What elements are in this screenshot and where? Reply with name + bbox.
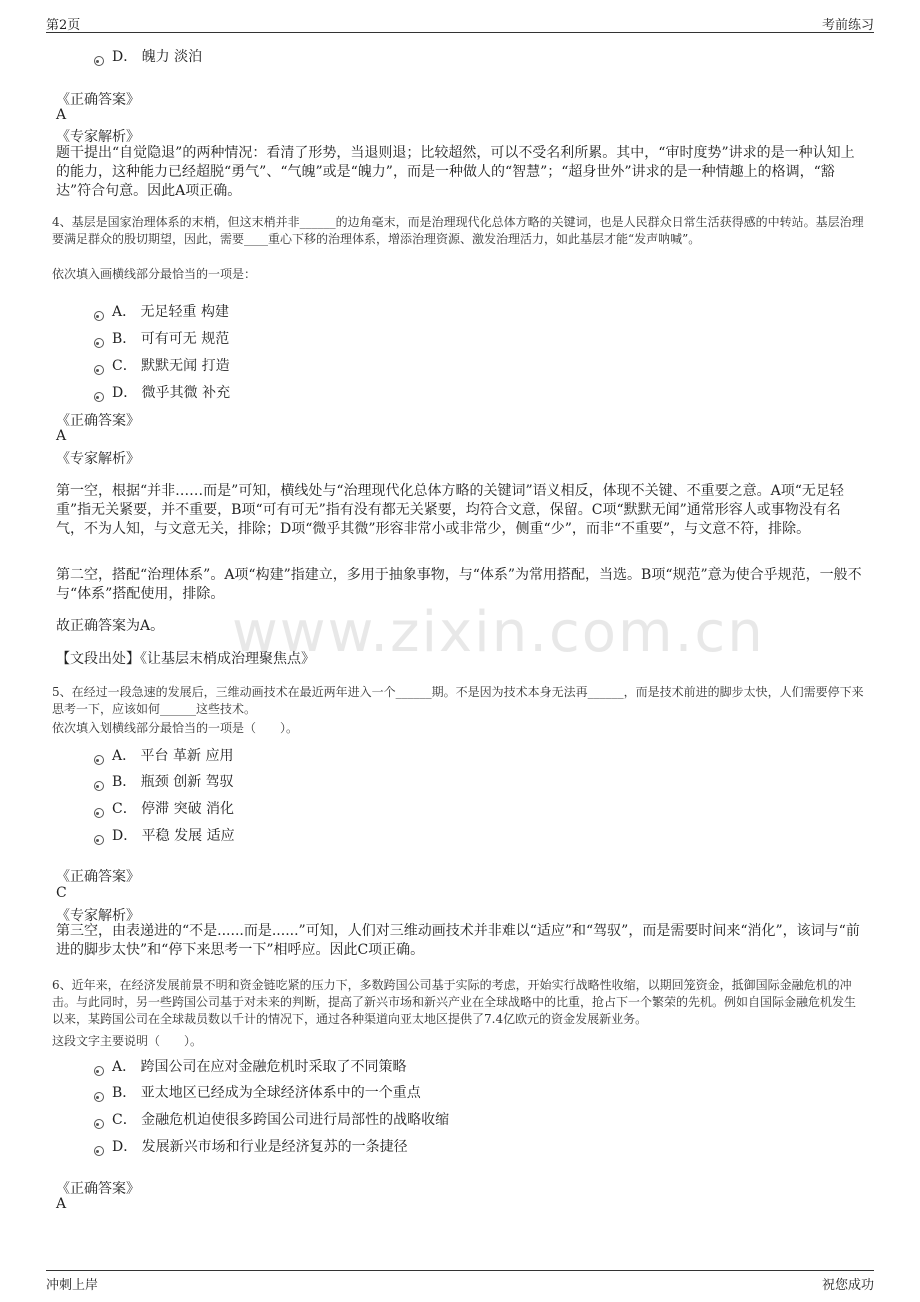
radio-icon[interactable] [94,808,104,818]
q6-prompt: 这段文字主要说明（ ）。 [52,1034,203,1048]
radio-icon[interactable] [94,1119,104,1129]
radio-icon[interactable] [94,835,104,845]
q5-option-c[interactable]: C． 停滞 突破 消化 [94,798,234,818]
q4-answer-label: 《正确答案》 [56,413,140,429]
footer-left: 冲刺上岸 [46,1278,99,1293]
q6-option-a[interactable]: A． 跨国公司在应对金融危机时采取了不同策略 [94,1056,407,1076]
q5-answer-label: 《正确答案》 [56,869,140,885]
radio-icon[interactable] [94,392,104,402]
q5-option-a[interactable]: A． 平台 革新 应用 [94,745,233,765]
q4-option-b[interactable]: B． 可有可无 规范 [94,328,229,348]
q4-analysis-p3: 故正确答案为A。 [56,618,165,634]
q4-prompt: 依次填入画横线部分最恰当的一项是： [52,267,257,281]
radio-icon[interactable] [94,311,104,321]
page-header [46,14,874,33]
q5-answer: C [56,885,67,901]
radio-icon[interactable] [94,1092,104,1102]
q4-analysis-label: 《专家解析》 [56,451,140,467]
q6-option-d[interactable]: D． 发展新兴市场和行业是经济复苏的一条捷径 [94,1136,408,1156]
watermark: www.zixin.com.cn [232,600,765,665]
q6-option-b[interactable]: B． 亚太地区已经成为全球经济体系中的一个重点 [94,1082,421,1102]
q5-analysis: 第三空，由表递进的“不是......而是......”可知，人们对三维动画技术并非难以“适应”和“驾驭”，而是需要时间来“消化”，该词与“前进的脚步太快”和“停下来思考一下”相呼应。因此C项正确。 [56,923,860,958]
page-footer [46,1270,874,1291]
q4-analysis-p1: 第一空，根据“并非……而是”可知，横线处与“治理现代化总体方略的关键词”语义相反，体现不关键、不重要之意。A项“无足轻重”指无关紧要，并不重要，B项“可有可无”指有没有都无关紧要，均符合文意，保留。C项“默默无闻”通常形容人或事物没有名气，不为人知，与文意无关，排除；D项“微乎其微”形容非常小或非常少，侧重“少”，而非“不重要”，与文意不符，排除。 [56,483,844,537]
q5-option-d[interactable]: D． 平稳 发展 适应 [94,825,235,845]
q4-analysis-p2: 第二空，搭配“治理体系”。A项“构建”指建立，多用于抽象事物，与“体系”为常用搭配，当选。B项“规范”意为使合乎规范，一般不与“体系”搭配使用，排除。 [56,567,862,602]
q6-stem: 6、近年来，在经济发展前景不明和资金链吃紧的压力下，多数跨国公司基于实际的考虑，开始实行战略性收缩，以期回笼资金，抵御国际金融危机的冲击。与此同时，另一些跨国公司基于对未来的判断，提高了新兴市场和新兴产业在全球战略中的比重，抢占下一个繁荣的先机。例如自国际金融危机发生以来，某跨国公司在全球裁员数以千计的情况下，通过各种渠道向亚太地区提供了7.4亿欧元的资金发展新业务。 [52,978,857,1026]
q5-prompt: 依次填入划横线部分最恰当的一项是（ ）。 [52,721,299,735]
q6-answer: A [56,1196,67,1212]
header-title: 考前练习 [821,18,874,33]
q4-option-a[interactable]: A． 无足轻重 构建 [94,301,229,321]
radio-icon[interactable] [94,56,104,66]
q5-option-b[interactable]: B． 瓶颈 创新 驾驭 [94,771,234,791]
radio-icon[interactable] [94,781,104,791]
q4-answer: A [56,428,67,444]
q6-answer-label: 《正确答案》 [56,1181,140,1197]
radio-icon[interactable] [94,338,104,348]
q5-analysis-label: 《专家解析》 [56,908,140,924]
radio-icon[interactable] [94,1066,104,1076]
q6-option-c[interactable]: C． 金融危机迫使很多跨国公司进行局部性的战略收缩 [94,1109,449,1129]
radio-icon[interactable] [94,755,104,765]
radio-icon[interactable] [94,1146,104,1156]
page-number: 第2页 [46,18,81,33]
q4-option-d[interactable]: D． 微乎其微 补充 [94,382,230,402]
q3-analysis-label: 《专家解析》 [56,129,140,145]
q3-option-d[interactable]: D． 魄力 淡泊 [94,46,202,66]
q3-analysis: 题干提出“自觉隐退”的两种情况：看清了形势，当退则退；比较超然，可以不受名利所累。其中，“审时度势”讲求的是一种认知上的能力，这种能力已经超脱“勇气”、“气魄”或是“魄力”，而是一种做人的“智慧”；“超身世外”讲求的是一种情趣上的格调，“豁达”符合句意。因此A项正确。 [56,145,855,199]
q3-answer-label: 《正确答案》 [56,92,140,108]
q3-answer: A [56,107,67,123]
q4-option-c[interactable]: C． 默默无闻 打造 [94,355,230,375]
footer-right: 祝您成功 [821,1278,874,1293]
q5-stem: 5、在经过一段急速的发展后，三维动画技术在最近两年进入一个______期。不是因为技术本身无法再______，而是技术前进的脚步太快，人们需要停下来思考一下，应该如何______这些技术。 [52,685,864,716]
q4-stem: 4、基层是国家治理体系的末梢，但这末梢并非______的边角毫末，而是治理现代化总体方略的关键词，也是人民群众日常生活获得感的中转站。基层治理要满足群众的殷切期望，因此，需要____重心下移的治理体系，增添治理资源、激发治理活力，如此基层才能“发声呐喊”。 [52,215,864,246]
q4-source: 【文段出处】《让基层末梢成治理聚焦点》 [56,651,315,667]
radio-icon[interactable] [94,365,104,375]
